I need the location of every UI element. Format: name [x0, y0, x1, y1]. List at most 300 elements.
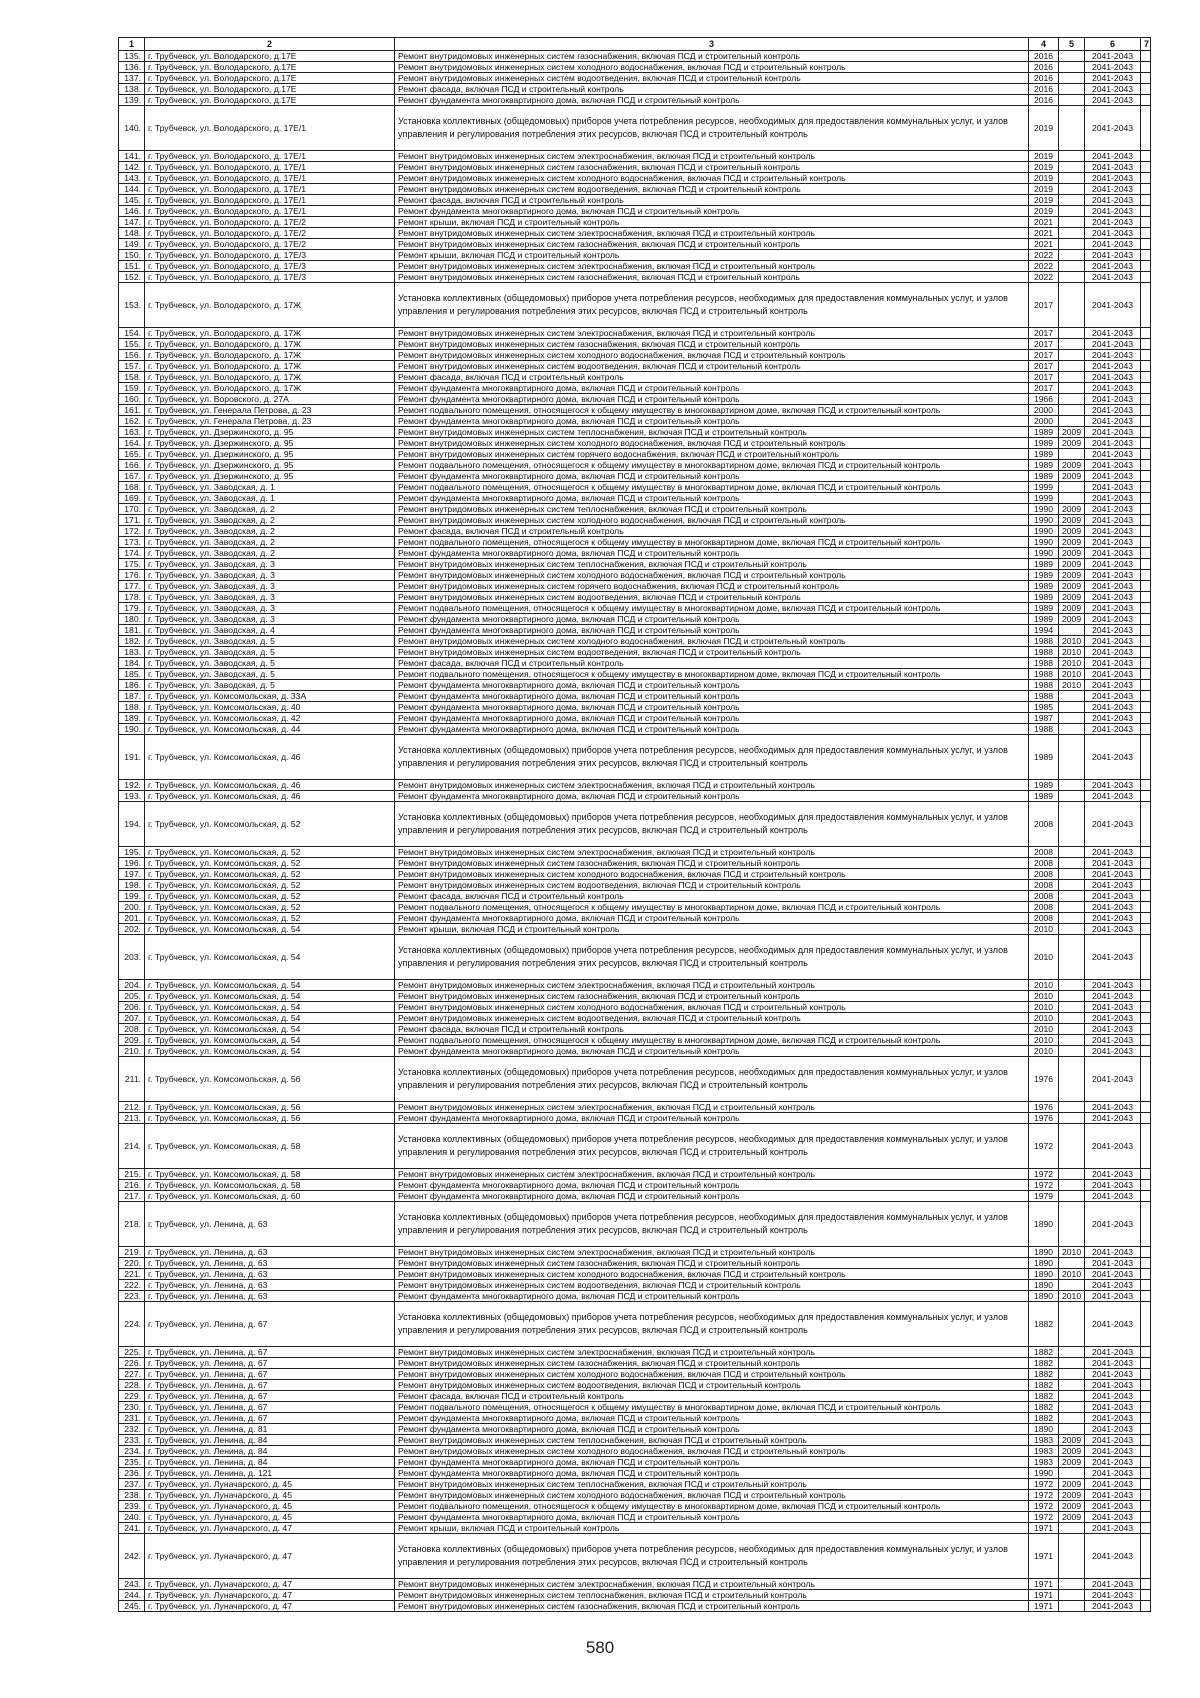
table-row — [119, 791, 1151, 802]
work-type-cell: Ремонт фундамента многоквартирного дома, включая ПСД и строительный контроль — [395, 1191, 1029, 1202]
address-cell: г. Трубчевск, ул. Воровского, д. 27А — [145, 394, 395, 405]
year-cell: 1972 — [1029, 1479, 1059, 1490]
year-cell: 1972 — [1029, 1490, 1059, 1501]
last-repair-year-cell — [1059, 184, 1085, 195]
address-cell: г. Трубчевск, ул. Володарского, д. 17Ж — [145, 339, 395, 350]
work-type-cell: Ремонт крыши, включая ПСД и строительный контроль — [395, 250, 1029, 261]
address-cell: г. Трубчевск, ул. Генерала Петрова, д. 23 — [145, 405, 395, 416]
empty-cell — [1141, 1347, 1151, 1358]
table-row — [119, 559, 1151, 570]
work-type-cell: Ремонт внутридомовых инженерных систем холодного водоснабжения, включая ПСД и строительный контроль — [395, 1490, 1029, 1501]
last-repair-year-cell — [1059, 980, 1085, 991]
address-cell: г. Трубчевск, ул. Заводская, д. 5 — [145, 636, 395, 647]
planned-period-cell: 2041-2043 — [1085, 493, 1141, 504]
address-cell: г. Трубчевск, ул. Володарского, д. 17Е/1 — [145, 162, 395, 173]
year-cell: 1972 — [1029, 1501, 1059, 1512]
empty-cell — [1141, 1102, 1151, 1113]
address-cell: г. Трубчевск, ул. Ленина, д. 84 — [145, 1435, 395, 1446]
year-cell: 1999 — [1029, 493, 1059, 504]
year-cell: 1971 — [1029, 1601, 1059, 1612]
year-cell: 1990 — [1029, 1468, 1059, 1479]
planned-period-cell: 2041-2043 — [1085, 1191, 1141, 1202]
last-repair-year-cell — [1059, 913, 1085, 924]
empty-cell — [1141, 1002, 1151, 1013]
last-repair-year-cell — [1059, 1035, 1085, 1046]
last-repair-year-cell — [1059, 891, 1085, 902]
row-number: 198. — [119, 880, 145, 891]
address-cell: г. Трубчевск, ул. Володарского, д. 17Ж — [145, 361, 395, 372]
last-repair-year-cell: 2009 — [1059, 1490, 1085, 1501]
year-cell: 2010 — [1029, 1013, 1059, 1024]
table-row — [119, 328, 1151, 339]
work-type-cell: Ремонт внутридомовых инженерных систем водоотведения, включая ПСД и строительный контроль — [395, 1013, 1029, 1024]
year-cell: 1989 — [1029, 592, 1059, 603]
planned-period-cell: 2041-2043 — [1085, 1468, 1141, 1479]
address-cell: г. Трубчевск, ул. Комсомольская, д. 44 — [145, 724, 395, 735]
empty-cell — [1141, 847, 1151, 858]
row-number: 151. — [119, 261, 145, 272]
planned-period-cell: 2041-2043 — [1085, 658, 1141, 669]
work-type-cell: Ремонт подвального помещения, относящегося к общему имуществу в многоквартирном доме, включая ПСД и строительный контроль — [395, 669, 1029, 680]
year-cell: 2016 — [1029, 84, 1059, 95]
table-row — [119, 1280, 1151, 1291]
planned-period-cell: 2041-2043 — [1085, 1002, 1141, 1013]
last-repair-year-cell — [1059, 1202, 1085, 1247]
address-cell: г. Трубчевск, ул. Заводская, д. 2 — [145, 537, 395, 548]
table-header-row — [119, 38, 1151, 51]
last-repair-year-cell — [1059, 449, 1085, 460]
row-number: 164. — [119, 438, 145, 449]
empty-cell — [1141, 1391, 1151, 1402]
empty-cell — [1141, 1302, 1151, 1347]
year-cell: 2019 — [1029, 151, 1059, 162]
row-number: 136. — [119, 62, 145, 73]
address-cell: г. Трубчевск, ул. Комсомольская, д. 54 — [145, 1024, 395, 1035]
last-repair-year-cell — [1059, 339, 1085, 350]
address-cell: г. Трубчевск, ул. Дзержинского, д. 95 — [145, 449, 395, 460]
year-cell: 1990 — [1029, 515, 1059, 526]
last-repair-year-cell — [1059, 1057, 1085, 1102]
row-number: 237. — [119, 1479, 145, 1490]
planned-period-cell: 2041-2043 — [1085, 913, 1141, 924]
last-repair-year-cell — [1059, 261, 1085, 272]
address-cell: г. Трубчевск, ул. Заводская, д. 5 — [145, 680, 395, 691]
address-cell: г. Трубчевск, ул. Генерала Петрова, д. 23 — [145, 416, 395, 427]
table-row — [119, 537, 1151, 548]
address-cell: г. Трубчевск, ул. Володарского, д. 17Е/1 — [145, 173, 395, 184]
row-number: 219. — [119, 1247, 145, 1258]
year-cell: 2021 — [1029, 228, 1059, 239]
address-cell: г. Трубчевск, ул. Ленина, д. 63 — [145, 1269, 395, 1280]
year-cell: 2017 — [1029, 383, 1059, 394]
last-repair-year-cell — [1059, 869, 1085, 880]
table-row — [119, 394, 1151, 405]
last-repair-year-cell: 2009 — [1059, 1435, 1085, 1446]
row-number: 182. — [119, 636, 145, 647]
year-cell: 1990 — [1029, 504, 1059, 515]
row-number: 152. — [119, 272, 145, 283]
planned-period-cell: 2041-2043 — [1085, 95, 1141, 106]
address-cell: г. Трубчевск, ул. Заводская, д. 3 — [145, 603, 395, 614]
last-repair-year-cell — [1059, 1534, 1085, 1579]
planned-period-cell: 2041-2043 — [1085, 106, 1141, 151]
table-row — [119, 173, 1151, 184]
row-number: 239. — [119, 1501, 145, 1512]
year-cell: 2008 — [1029, 891, 1059, 902]
work-type-cell: Ремонт фундамента многоквартирного дома, включая ПСД и строительный контроль — [395, 548, 1029, 559]
address-cell: г. Трубчевск, ул. Заводская, д. 3 — [145, 570, 395, 581]
work-type-cell: Ремонт фундамента многоквартирного дома, включая ПСД и строительный контроль — [395, 724, 1029, 735]
year-cell: 1990 — [1029, 537, 1059, 548]
empty-cell — [1141, 1180, 1151, 1191]
last-repair-year-cell — [1059, 1258, 1085, 1269]
empty-cell — [1141, 869, 1151, 880]
row-number: 139. — [119, 95, 145, 106]
work-type-cell: Ремонт внутридомовых инженерных систем газоснабжения, включая ПСД и строительный контроль — [395, 1601, 1029, 1612]
address-cell: г. Трубчевск, ул. Заводская, д. 3 — [145, 614, 395, 625]
table-body — [119, 51, 1151, 1612]
planned-period-cell: 2041-2043 — [1085, 891, 1141, 902]
planned-period-cell: 2041-2043 — [1085, 1413, 1141, 1424]
year-cell: 2022 — [1029, 250, 1059, 261]
address-cell: г. Трубчевск, ул. Комсомольская, д. 60 — [145, 1191, 395, 1202]
last-repair-year-cell: 2009 — [1059, 1479, 1085, 1490]
work-type-cell: Ремонт внутридомовых инженерных систем теплоснабжения, включая ПСД и строительный контроль — [395, 1479, 1029, 1490]
empty-cell — [1141, 1501, 1151, 1512]
year-cell: 1989 — [1029, 614, 1059, 625]
empty-cell — [1141, 427, 1151, 438]
work-type-cell: Установка коллективных (общедомовых) приборов учета потребления ресурсов, необходимых для предоставления коммунальных услуг, и узлов управления и регулирования потребления этих ресурсов, включая ПСД и строительный контроль — [395, 106, 1029, 151]
work-type-cell: Ремонт подвального помещения, относящегося к общему имуществу в многоквартирном доме, включая ПСД и строительный контроль — [395, 405, 1029, 416]
work-type-cell: Ремонт крыши, включая ПСД и строительный контроль — [395, 217, 1029, 228]
work-type-cell: Ремонт внутридомовых инженерных систем холодного водоснабжения, включая ПСД и строительный контроль — [395, 1369, 1029, 1380]
year-cell: 1890 — [1029, 1202, 1059, 1247]
row-number: 138. — [119, 84, 145, 95]
work-type-cell: Ремонт внутридомовых инженерных систем теплоснабжения, включая ПСД и строительный контроль — [395, 559, 1029, 570]
planned-period-cell: 2041-2043 — [1085, 1102, 1141, 1113]
year-cell: 1985 — [1029, 702, 1059, 713]
row-number: 240. — [119, 1512, 145, 1523]
last-repair-year-cell — [1059, 1113, 1085, 1124]
planned-period-cell: 2041-2043 — [1085, 173, 1141, 184]
last-repair-year-cell — [1059, 493, 1085, 504]
address-cell: г. Трубчевск, ул. Комсомольская, д. 52 — [145, 880, 395, 891]
year-cell: 1971 — [1029, 1534, 1059, 1579]
year-cell: 1983 — [1029, 1446, 1059, 1457]
address-cell: г. Трубчевск, ул. Володарского, д. 17Е/1 — [145, 151, 395, 162]
planned-period-cell: 2041-2043 — [1085, 261, 1141, 272]
empty-cell — [1141, 1280, 1151, 1291]
empty-cell — [1141, 802, 1151, 847]
work-type-cell: Ремонт внутридомовых инженерных систем электроснабжения, включая ПСД и строительный контроль — [395, 151, 1029, 162]
planned-period-cell: 2041-2043 — [1085, 206, 1141, 217]
planned-period-cell: 2041-2043 — [1085, 802, 1141, 847]
address-cell: г. Трубчевск, ул. Володарского, д. 17Ж — [145, 350, 395, 361]
row-number: 236. — [119, 1468, 145, 1479]
work-type-cell: Установка коллективных (общедомовых) приборов учета потребления ресурсов, необходимых для предоставления коммунальных услуг, и узлов управления и регулирования потребления этих ресурсов, включая ПСД и строительный контроль — [395, 1534, 1029, 1579]
row-number: 158. — [119, 372, 145, 383]
row-number: 192. — [119, 780, 145, 791]
row-number: 171. — [119, 515, 145, 526]
last-repair-year-cell — [1059, 847, 1085, 858]
year-cell: 1988 — [1029, 680, 1059, 691]
last-repair-year-cell — [1059, 1590, 1085, 1601]
last-repair-year-cell: 2009 — [1059, 1501, 1085, 1512]
row-number: 163. — [119, 427, 145, 438]
work-type-cell: Ремонт фундамента многоквартирного дома, включая ПСД и строительный контроль — [395, 95, 1029, 106]
empty-cell — [1141, 791, 1151, 802]
work-type-cell: Ремонт внутридомовых инженерных систем электроснабжения, включая ПСД и строительный контроль — [395, 847, 1029, 858]
row-number: 184. — [119, 658, 145, 669]
table-row — [119, 1457, 1151, 1468]
row-number: 208. — [119, 1024, 145, 1035]
empty-cell — [1141, 935, 1151, 980]
table-row — [119, 1046, 1151, 1057]
work-type-cell: Ремонт внутридомовых инженерных систем газоснабжения, включая ПСД и строительный контроль — [395, 339, 1029, 350]
empty-cell — [1141, 680, 1151, 691]
row-number: 188. — [119, 702, 145, 713]
planned-period-cell: 2041-2043 — [1085, 361, 1141, 372]
planned-period-cell: 2041-2043 — [1085, 636, 1141, 647]
row-number: 176. — [119, 570, 145, 581]
row-number: 204. — [119, 980, 145, 991]
address-cell: г. Трубчевск, ул. Комсомольская, д. 58 — [145, 1180, 395, 1191]
work-type-cell: Ремонт внутридомовых инженерных систем холодного водоснабжения, включая ПСД и строительный контроль — [395, 438, 1029, 449]
table-row — [119, 151, 1151, 162]
address-cell: г. Трубчевск, ул. Луначарского, д. 47 — [145, 1523, 395, 1534]
table-row — [119, 691, 1151, 702]
address-cell: г. Трубчевск, ул. Ленина, д. 67 — [145, 1413, 395, 1424]
planned-period-cell: 2041-2043 — [1085, 394, 1141, 405]
address-cell: г. Трубчевск, ул. Дзержинского, д. 95 — [145, 438, 395, 449]
year-cell: 1882 — [1029, 1302, 1059, 1347]
year-cell: 2008 — [1029, 869, 1059, 880]
year-cell: 1890 — [1029, 1269, 1059, 1280]
work-type-cell: Ремонт внутридомовых инженерных систем водоотведения, включая ПСД и строительный контроль — [395, 1380, 1029, 1391]
last-repair-year-cell — [1059, 1024, 1085, 1035]
empty-cell — [1141, 691, 1151, 702]
row-number: 227. — [119, 1369, 145, 1380]
table-row — [119, 405, 1151, 416]
work-type-cell: Ремонт внутридомовых инженерных систем холодного водоснабжения, включая ПСД и строительный контроль — [395, 350, 1029, 361]
row-number: 178. — [119, 592, 145, 603]
row-number: 189. — [119, 713, 145, 724]
address-cell: г. Трубчевск, ул. Комсомольская, д. 54 — [145, 1002, 395, 1013]
column-header: 6 — [1085, 38, 1141, 51]
last-repair-year-cell: 2010 — [1059, 1291, 1085, 1302]
year-cell: 2008 — [1029, 913, 1059, 924]
year-cell: 1989 — [1029, 559, 1059, 570]
planned-period-cell: 2041-2043 — [1085, 1046, 1141, 1057]
empty-cell — [1141, 1358, 1151, 1369]
address-cell: г. Трубчевск, ул. Комсомольская, д. 52 — [145, 847, 395, 858]
last-repair-year-cell — [1059, 195, 1085, 206]
work-type-cell: Ремонт внутридомовых инженерных систем электроснабжения, включая ПСД и строительный контроль — [395, 1579, 1029, 1590]
last-repair-year-cell — [1059, 802, 1085, 847]
capital-repair-table — [118, 37, 1151, 1612]
planned-period-cell: 2041-2043 — [1085, 328, 1141, 339]
row-number: 145. — [119, 195, 145, 206]
planned-period-cell: 2041-2043 — [1085, 438, 1141, 449]
empty-cell — [1141, 228, 1151, 239]
row-number: 194. — [119, 802, 145, 847]
empty-cell — [1141, 62, 1151, 73]
last-repair-year-cell: 2010 — [1059, 680, 1085, 691]
last-repair-year-cell — [1059, 228, 1085, 239]
table-row — [119, 1258, 1151, 1269]
table-row — [119, 1169, 1151, 1180]
last-repair-year-cell — [1059, 1601, 1085, 1612]
last-repair-year-cell — [1059, 1413, 1085, 1424]
last-repair-year-cell — [1059, 1302, 1085, 1347]
planned-period-cell: 2041-2043 — [1085, 1601, 1141, 1612]
last-repair-year-cell — [1059, 361, 1085, 372]
empty-cell — [1141, 1113, 1151, 1124]
planned-period-cell: 2041-2043 — [1085, 1024, 1141, 1035]
row-number: 147. — [119, 217, 145, 228]
last-repair-year-cell: 2010 — [1059, 1269, 1085, 1280]
work-type-cell: Установка коллективных (общедомовых) приборов учета потребления ресурсов, необходимых для предоставления коммунальных услуг, и узлов управления и регулирования потребления этих ресурсов, включая ПСД и строительный контроль — [395, 735, 1029, 780]
table-row — [119, 802, 1151, 847]
empty-cell — [1141, 559, 1151, 570]
address-cell: г. Трубчевск, ул. Комсомольская, д. 56 — [145, 1113, 395, 1124]
year-cell: 2019 — [1029, 206, 1059, 217]
empty-cell — [1141, 1534, 1151, 1579]
work-type-cell: Ремонт подвального помещения, относящегося к общему имуществу в многоквартирном доме, включая ПСД и строительный контроль — [395, 1035, 1029, 1046]
row-number: 191. — [119, 735, 145, 780]
work-type-cell: Ремонт внутридомовых инженерных систем газоснабжения, включая ПСД и строительный контроль — [395, 272, 1029, 283]
table-row — [119, 1391, 1151, 1402]
planned-period-cell: 2041-2043 — [1085, 283, 1141, 328]
work-type-cell: Ремонт внутридомовых инженерных систем газоснабжения, включая ПСД и строительный контроль — [395, 1258, 1029, 1269]
year-cell: 1988 — [1029, 636, 1059, 647]
empty-cell — [1141, 647, 1151, 658]
work-type-cell: Ремонт внутридомовых инженерных систем холодного водоснабжения, включая ПСД и строительный контроль — [395, 173, 1029, 184]
table-row — [119, 460, 1151, 471]
year-cell: 1976 — [1029, 1102, 1059, 1113]
last-repair-year-cell: 2009 — [1059, 526, 1085, 537]
address-cell: г. Трубчевск, ул. Заводская, д. 5 — [145, 658, 395, 669]
page-number: 580 — [585, 1638, 615, 1657]
table-row — [119, 1435, 1151, 1446]
planned-period-cell: 2041-2043 — [1085, 1247, 1141, 1258]
address-cell: г. Трубчевск, ул. Володарского, д.17Е — [145, 62, 395, 73]
row-number: 201. — [119, 913, 145, 924]
address-cell: г. Трубчевск, ул. Ленина, д. 67 — [145, 1391, 395, 1402]
address-cell: г. Трубчевск, ул. Комсомольская, д. 56 — [145, 1057, 395, 1102]
row-number: 162. — [119, 416, 145, 427]
last-repair-year-cell — [1059, 217, 1085, 228]
table-row — [119, 991, 1151, 1002]
address-cell: г. Трубчевск, ул. Комсомольская, д. 46 — [145, 780, 395, 791]
row-number: 150. — [119, 250, 145, 261]
work-type-cell: Установка коллективных (общедомовых) приборов учета потребления ресурсов, необходимых для предоставления коммунальных услуг, и узлов управления и регулирования потребления этих ресурсов, включая ПСД и строительный контроль — [395, 1124, 1029, 1169]
empty-cell — [1141, 658, 1151, 669]
table-row — [119, 1202, 1151, 1247]
work-type-cell: Ремонт внутридомовых инженерных систем водоотведения, включая ПСД и строительный контроль — [395, 1280, 1029, 1291]
work-type-cell: Ремонт крыши, включая ПСД и строительный контроль — [395, 1523, 1029, 1534]
address-cell: г. Трубчевск, ул. Ленина, д. 81 — [145, 1424, 395, 1435]
year-cell: 1989 — [1029, 735, 1059, 780]
year-cell: 2010 — [1029, 1035, 1059, 1046]
address-cell: г. Трубчевск, ул. Ленина, д. 84 — [145, 1457, 395, 1468]
year-cell: 1989 — [1029, 460, 1059, 471]
work-type-cell: Ремонт внутридомовых инженерных систем холодного водоснабжения, включая ПСД и строительный контроль — [395, 515, 1029, 526]
planned-period-cell: 2041-2043 — [1085, 1534, 1141, 1579]
empty-cell — [1141, 1258, 1151, 1269]
table-row — [119, 449, 1151, 460]
year-cell: 2016 — [1029, 51, 1059, 62]
year-cell: 1972 — [1029, 1180, 1059, 1191]
work-type-cell: Ремонт фундамента многоквартирного дома, включая ПСД и строительный контроль — [395, 791, 1029, 802]
last-repair-year-cell — [1059, 272, 1085, 283]
planned-period-cell: 2041-2043 — [1085, 1402, 1141, 1413]
planned-period-cell: 2041-2043 — [1085, 1579, 1141, 1590]
last-repair-year-cell — [1059, 283, 1085, 328]
planned-period-cell: 2041-2043 — [1085, 1479, 1141, 1490]
table-row — [119, 1347, 1151, 1358]
row-number: 157. — [119, 361, 145, 372]
empty-cell — [1141, 1035, 1151, 1046]
planned-period-cell: 2041-2043 — [1085, 250, 1141, 261]
address-cell: г. Трубчевск, ул. Ленина, д. 67 — [145, 1402, 395, 1413]
empty-cell — [1141, 261, 1151, 272]
last-repair-year-cell — [1059, 1347, 1085, 1358]
work-type-cell: Ремонт фундамента многоквартирного дома, включая ПСД и строительный контроль — [395, 1180, 1029, 1191]
last-repair-year-cell — [1059, 482, 1085, 493]
year-cell: 1989 — [1029, 791, 1059, 802]
year-cell: 1882 — [1029, 1391, 1059, 1402]
planned-period-cell: 2041-2043 — [1085, 924, 1141, 935]
last-repair-year-cell — [1059, 1402, 1085, 1413]
row-number: 190. — [119, 724, 145, 735]
planned-period-cell: 2041-2043 — [1085, 1302, 1141, 1347]
table-row — [119, 935, 1151, 980]
empty-cell — [1141, 1024, 1151, 1035]
work-type-cell: Ремонт внутридомовых инженерных систем холодного водоснабжения, включая ПСД и строительный контроль — [395, 1446, 1029, 1457]
year-cell: 1972 — [1029, 1124, 1059, 1169]
year-cell: 1988 — [1029, 647, 1059, 658]
table-row — [119, 1579, 1151, 1590]
year-cell: 1882 — [1029, 1358, 1059, 1369]
year-cell: 1890 — [1029, 1280, 1059, 1291]
address-cell: г. Трубчевск, ул. Заводская, д. 2 — [145, 526, 395, 537]
planned-period-cell: 2041-2043 — [1085, 405, 1141, 416]
year-cell: 2016 — [1029, 73, 1059, 84]
table-row — [119, 680, 1151, 691]
planned-period-cell: 2041-2043 — [1085, 228, 1141, 239]
address-cell: г. Трубчевск, ул. Володарского, д.17Е — [145, 51, 395, 62]
planned-period-cell: 2041-2043 — [1085, 449, 1141, 460]
work-type-cell: Установка коллективных (общедомовых) приборов учета потребления ресурсов, необходимых для предоставления коммунальных услуг, и узлов управления и регулирования потребления этих ресурсов, включая ПСД и строительный контроль — [395, 283, 1029, 328]
empty-cell — [1141, 1579, 1151, 1590]
row-number: 212. — [119, 1102, 145, 1113]
column-header: 5 — [1059, 38, 1085, 51]
work-type-cell: Ремонт фундамента многоквартирного дома, включая ПСД и строительный контроль — [395, 680, 1029, 691]
last-repair-year-cell — [1059, 239, 1085, 250]
table-row — [119, 206, 1151, 217]
empty-cell — [1141, 361, 1151, 372]
planned-period-cell: 2041-2043 — [1085, 1124, 1141, 1169]
last-repair-year-cell — [1059, 372, 1085, 383]
empty-cell — [1141, 1057, 1151, 1102]
last-repair-year-cell — [1059, 173, 1085, 184]
address-cell: г. Трубчевск, ул. Комсомольская, д. 52 — [145, 858, 395, 869]
year-cell: 1882 — [1029, 1413, 1059, 1424]
table-row — [119, 339, 1151, 350]
row-number: 222. — [119, 1280, 145, 1291]
work-type-cell: Ремонт фундамента многоквартирного дома, включая ПСД и строительный контроль — [395, 1413, 1029, 1424]
